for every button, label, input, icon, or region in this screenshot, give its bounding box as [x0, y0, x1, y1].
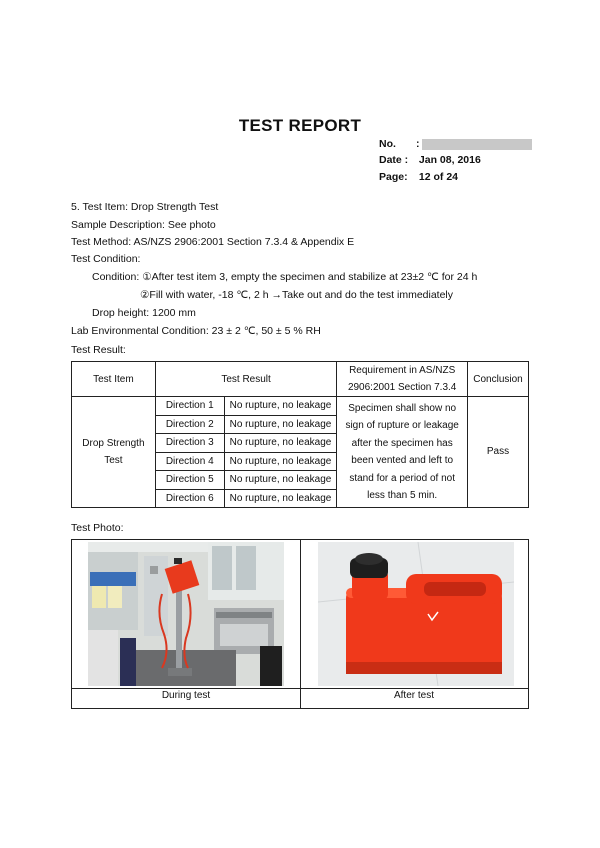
caption-after-test: After test [393, 690, 434, 701]
report-number-label: No. [379, 138, 396, 150]
test-result-heading: Test Result: [71, 344, 126, 356]
page-title: TEST REPORT [238, 116, 362, 135]
lab-environment-line: Lab Environmental Condition: 23 ± 2 ℃, 50 ± 5 % RH [71, 325, 321, 337]
report-page-value: 12 of 24 [418, 171, 459, 183]
test-item-name-line-2: Test [104, 455, 123, 466]
photo-divider-horizontal [72, 688, 528, 689]
after-test-photo [318, 542, 514, 686]
header-test-result: Test Result [155, 362, 337, 397]
cell-conclusion: Pass [468, 397, 529, 508]
cell-test-item [72, 397, 156, 508]
requirement-line: stand for a period of not [349, 472, 455, 484]
header-requirement-line-1: Requirement in AS/NZS [349, 365, 456, 376]
cell-direction: Direction 1 [155, 397, 224, 416]
report-date [379, 154, 481, 166]
requirement-line: after the specimen has [351, 437, 453, 449]
report-date-label: Date : [379, 154, 409, 166]
cell-direction: Direction 2 [155, 415, 224, 434]
during-test-photo [88, 542, 284, 686]
cell-result: No rupture, no leakage [224, 434, 337, 453]
photo-divider-vertical [300, 540, 301, 708]
table-header-row [72, 362, 529, 397]
condition-2-line: ②Fill with water, -18 ℃, 2 h →Take out and do the test immediately [140, 289, 454, 301]
report-number-sep: : [416, 138, 420, 150]
cell-result: No rupture, no leakage [224, 415, 337, 434]
cell-direction: Direction 3 [155, 434, 224, 453]
header-conclusion: Conclusion [468, 362, 529, 397]
drop-height-line: Drop height: 1200 mm [92, 307, 196, 319]
test-item-name-line-1: Drop Strength [82, 437, 145, 449]
cell-result: No rupture, no leakage [224, 471, 337, 490]
header-test-item: Test Item [72, 362, 156, 397]
cell-result: No rupture, no leakage [224, 489, 337, 508]
cell-requirement [337, 397, 468, 508]
header-requirement [337, 362, 468, 397]
cell-direction: Direction 4 [155, 452, 224, 471]
report-page-label: Page: [379, 171, 408, 183]
requirement-line: Specimen shall show no [348, 402, 457, 414]
cell-direction: Direction 5 [155, 471, 224, 490]
sample-description-line: Sample Description: See photo [71, 219, 216, 231]
cell-result: No rupture, no leakage [224, 452, 337, 471]
redacted-number [422, 139, 532, 150]
results-table [71, 361, 529, 508]
requirement-line: sign of rupture or leakage [345, 420, 459, 431]
test-method-line: Test Method: AS/NZS 2906:2001 Section 7.3.4 & Appendix E [71, 236, 355, 248]
cell-direction: Direction 6 [155, 489, 224, 508]
condition-1-line: Condition: ①After test item 3, empty the specimen and stabilize at 23±2 ℃ for 24 h [92, 271, 478, 283]
report-date-value: Jan 08, 2016 [418, 154, 481, 166]
caption-during-test: During test [161, 690, 211, 701]
photo-table [71, 539, 529, 709]
test-condition-heading: Test Condition: [71, 253, 141, 265]
cell-result: No rupture, no leakage [224, 397, 337, 416]
table-row [72, 397, 529, 416]
test-item-line: 5. Test Item: Drop Strength Test [71, 201, 219, 213]
test-photo-heading: Test Photo: [71, 522, 124, 534]
requirement-line: less than 5 min. [367, 490, 438, 501]
requirement-line: been vented and left to [351, 455, 454, 466]
report-page [379, 171, 458, 183]
report-number [379, 138, 532, 150]
header-requirement-line-2: 2906:2001 Section 7.3.4 [347, 382, 457, 393]
